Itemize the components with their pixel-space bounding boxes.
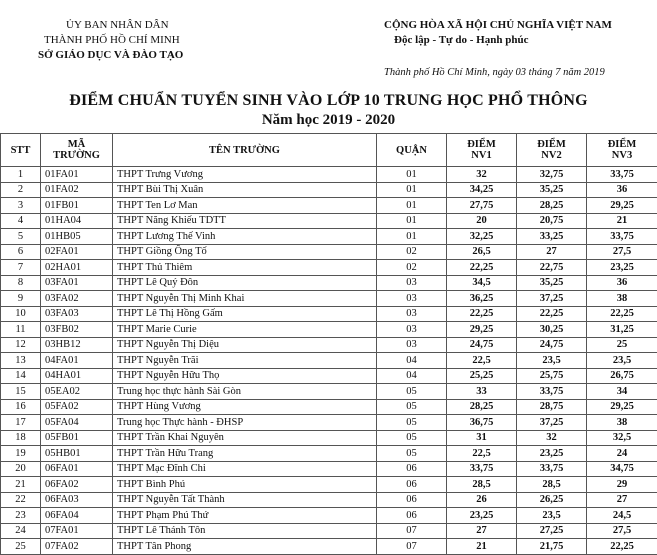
cell-nv1: 26 [447,492,517,508]
cell-quan: 03 [377,275,447,291]
table-row [1,244,657,260]
cell-nv2: 28,25 [517,198,587,214]
cell-ma-truong: 06FA01 [41,461,113,477]
cell-quan: 01 [377,229,447,245]
cell-nv1: 36,75 [447,415,517,431]
table-row [1,539,657,555]
cell-ma-truong: 05FA02 [41,399,113,415]
cell-nv2: 23,5 [517,508,587,524]
cell-ten-truong: THPT Mạc Đĩnh Chi [113,461,377,477]
cell-ten-truong: THPT Trần Khai Nguyên [113,430,377,446]
cell-ten-truong: THPT Hùng Vương [113,399,377,415]
cell-ma-truong: 03HB12 [41,337,113,353]
cell-ten-truong: THPT Lê Thánh Tôn [113,523,377,539]
cell-ma-truong: 03FA01 [41,275,113,291]
cell-stt: 17 [1,415,41,431]
table-row [1,322,657,338]
cell-nv1: 22,5 [447,353,517,369]
cell-stt: 4 [1,213,41,229]
cell-quan: 05 [377,384,447,400]
table-row [1,167,657,183]
table-row [1,399,657,415]
table-row [1,430,657,446]
cell-nv1: 20 [447,213,517,229]
cell-nv3: 33,75 [587,167,657,183]
cell-quan: 05 [377,430,447,446]
cell-ma-truong: 03FA02 [41,291,113,307]
cell-ma-truong: 04FA01 [41,353,113,369]
cell-stt: 10 [1,306,41,322]
table-row [1,353,657,369]
table-row [1,306,657,322]
cell-nv2: 28,5 [517,477,587,493]
cell-ten-truong: THPT Lê Thị Hồng Gấm [113,306,377,322]
cell-stt: 8 [1,275,41,291]
cell-nv2: 35,25 [517,182,587,198]
table-row [1,384,657,400]
cell-ten-truong: THPT Bình Phú [113,477,377,493]
cell-nv3: 34,75 [587,461,657,477]
col-nv1: ĐIỂM NV1 [447,134,517,167]
cell-nv2: 24,75 [517,337,587,353]
cell-ten-truong: THPT Nguyễn Hữu Thọ [113,368,377,384]
cell-stt: 13 [1,353,41,369]
table-row [1,446,657,462]
cell-ten-truong: THPT Nguyễn Thị Diệu [113,337,377,353]
cell-nv3: 33,75 [587,229,657,245]
cell-nv3: 27,5 [587,244,657,260]
cell-nv3: 36 [587,182,657,198]
col-ma-truong: MÃ TRƯỜNG [41,134,113,167]
table-row [1,198,657,214]
cell-quan: 01 [377,182,447,198]
table-row [1,182,657,198]
cell-nv3: 29,25 [587,399,657,415]
cell-quan: 01 [377,213,447,229]
cell-ma-truong: 07FA02 [41,539,113,555]
cell-nv2: 33,25 [517,229,587,245]
cell-ma-truong: 05HB01 [41,446,113,462]
cell-ma-truong: 01FB01 [41,198,113,214]
cell-ma-truong: 02HA01 [41,260,113,276]
cell-quan: 04 [377,353,447,369]
cell-quan: 05 [377,399,447,415]
cell-stt: 20 [1,461,41,477]
cell-nv2: 23,25 [517,446,587,462]
table-header-row [1,134,657,167]
cell-stt: 18 [1,430,41,446]
cell-stt: 11 [1,322,41,338]
cell-nv1: 28,25 [447,399,517,415]
cell-quan: 04 [377,368,447,384]
header-national [384,18,654,80]
table-row [1,523,657,539]
cell-nv3: 23,25 [587,260,657,276]
cell-nv2: 35,25 [517,275,587,291]
cell-ma-truong: 01HB05 [41,229,113,245]
cell-nv3: 29 [587,477,657,493]
cell-nv3: 24 [587,446,657,462]
page-subtitle: Năm học 2019 - 2020 [0,112,657,129]
cell-ma-truong: 01HA04 [41,213,113,229]
cell-nv1: 22,5 [447,446,517,462]
cell-quan: 06 [377,461,447,477]
cell-ten-truong: THPT Marie Curie [113,322,377,338]
cell-ten-truong: THPT Giồng Ông Tố [113,244,377,260]
cell-nv2: 26,25 [517,492,587,508]
cell-nv2: 33,75 [517,461,587,477]
cell-stt: 6 [1,244,41,260]
cell-ten-truong: Trung học thực hành Sài Gòn [113,384,377,400]
cell-ten-truong: THPT Nguyễn Thị Minh Khai [113,291,377,307]
header-authority [38,18,298,63]
cell-nv3: 27 [587,492,657,508]
cell-ten-truong: THPT Tân Phong [113,539,377,555]
cell-nv3: 31,25 [587,322,657,338]
cell-nv3: 22,25 [587,306,657,322]
cell-quan: 02 [377,260,447,276]
cell-nv3: 29,25 [587,198,657,214]
cell-nv3: 38 [587,291,657,307]
cell-nv2: 37,25 [517,291,587,307]
table-row [1,477,657,493]
cell-nv1: 36,25 [447,291,517,307]
cell-nv2: 20,75 [517,213,587,229]
national-title: CỘNG HÒA XÃ HỘI CHỦ NGHĨA VIỆT NAM [384,18,654,33]
col-quan: QUẬN [377,134,447,167]
cell-nv1: 34,5 [447,275,517,291]
table-row [1,291,657,307]
cell-stt: 14 [1,368,41,384]
cell-ten-truong: THPT Nguyễn Trãi [113,353,377,369]
header-line-3: SỞ GIÁO DỤC VÀ ĐÀO TẠO [38,48,298,63]
cell-nv2: 21,75 [517,539,587,555]
table-row [1,275,657,291]
cell-quan: 02 [377,244,447,260]
cell-nv1: 26,5 [447,244,517,260]
cell-ma-truong: 05FB01 [41,430,113,446]
cell-ten-truong: THPT Lê Quý Đôn [113,275,377,291]
cell-stt: 1 [1,167,41,183]
cell-nv3: 32,5 [587,430,657,446]
cell-ma-truong: 06FA02 [41,477,113,493]
cell-ten-truong: THPT Nguyễn Tất Thành [113,492,377,508]
cell-stt: 19 [1,446,41,462]
table-row [1,368,657,384]
cell-quan: 06 [377,508,447,524]
cell-nv1: 32,25 [447,229,517,245]
cell-quan: 01 [377,167,447,183]
table-row [1,337,657,353]
cell-ma-truong: 05FA04 [41,415,113,431]
cell-ma-truong: 06FA04 [41,508,113,524]
cell-stt: 3 [1,198,41,214]
cell-nv2: 22,25 [517,306,587,322]
cell-quan: 03 [377,322,447,338]
cell-nv2: 27,25 [517,523,587,539]
cell-nv3: 38 [587,415,657,431]
cell-ten-truong: THPT Trưng Vương [113,167,377,183]
table-row [1,213,657,229]
cell-nv2: 23,5 [517,353,587,369]
cell-nv2: 25,75 [517,368,587,384]
cell-nv2: 30,25 [517,322,587,338]
table-row [1,508,657,524]
cell-stt: 7 [1,260,41,276]
cell-ma-truong: 01FA01 [41,167,113,183]
table-row [1,229,657,245]
cell-nv2: 37,25 [517,415,587,431]
cell-ten-truong: THPT Thủ Thiêm [113,260,377,276]
col-nv2: ĐIỂM NV2 [517,134,587,167]
cell-quan: 03 [377,291,447,307]
cell-stt: 5 [1,229,41,245]
cell-stt: 21 [1,477,41,493]
cell-nv1: 31 [447,430,517,446]
cell-stt: 22 [1,492,41,508]
cell-nv1: 27,75 [447,198,517,214]
cell-quan: 05 [377,415,447,431]
cell-nv3: 36 [587,275,657,291]
cell-nv2: 32 [517,430,587,446]
cell-nv3: 24,5 [587,508,657,524]
cell-nv3: 21 [587,213,657,229]
cell-nv2: 28,75 [517,399,587,415]
cell-stt: 23 [1,508,41,524]
cell-nv1: 28,5 [447,477,517,493]
cell-nv3: 27,5 [587,523,657,539]
cell-stt: 12 [1,337,41,353]
cell-quan: 05 [377,446,447,462]
document-date: Thành phố Hồ Chí Minh, ngày 03 tháng 7 năm 2019 [384,65,654,80]
cell-nv1: 25,25 [447,368,517,384]
cell-stt: 25 [1,539,41,555]
header-line-1: ỦY BAN NHÂN DÂN [38,18,298,33]
cell-nv1: 22,25 [447,306,517,322]
col-ten-truong: TÊN TRƯỜNG [113,134,377,167]
cell-nv2: 27 [517,244,587,260]
cell-nv3: 34 [587,384,657,400]
col-nv3: ĐIỂM NV3 [587,134,657,167]
cell-ma-truong: 04HA01 [41,368,113,384]
scores-table [0,133,657,555]
cell-nv1: 34,25 [447,182,517,198]
cell-ma-truong: 01FA02 [41,182,113,198]
cell-nv2: 22,75 [517,260,587,276]
table-row [1,260,657,276]
cell-nv1: 27 [447,523,517,539]
header-line-2: THÀNH PHỐ HỒ CHÍ MINH [38,33,298,48]
cell-ten-truong: THPT Năng Khiếu TDTT [113,213,377,229]
cell-stt: 9 [1,291,41,307]
cell-stt: 16 [1,399,41,415]
cell-ten-truong: THPT Phạm Phú Thứ [113,508,377,524]
cell-stt: 24 [1,523,41,539]
page-title: ĐIỂM CHUẨN TUYỂN SINH VÀO LỚP 10 TRUNG HỌC PHỔ THÔNG [0,92,657,110]
table-row [1,415,657,431]
national-motto: Độc lập - Tự do - Hạnh phúc [384,33,654,48]
cell-quan: 03 [377,337,447,353]
cell-quan: 06 [377,477,447,493]
table-row [1,492,657,508]
cell-quan: 07 [377,523,447,539]
cell-ten-truong: THPT Trần Hữu Trang [113,446,377,462]
cell-ten-truong: Trung học Thực hành - ĐHSP [113,415,377,431]
cell-nv1: 24,75 [447,337,517,353]
cell-nv3: 23,5 [587,353,657,369]
cell-nv3: 25 [587,337,657,353]
table-row [1,461,657,477]
cell-ten-truong: THPT Bùi Thị Xuân [113,182,377,198]
cell-quan: 06 [377,492,447,508]
cell-ma-truong: 05EA02 [41,384,113,400]
cell-stt: 15 [1,384,41,400]
cell-ma-truong: 03FA03 [41,306,113,322]
cell-ma-truong: 02FA01 [41,244,113,260]
cell-nv1: 21 [447,539,517,555]
cell-ma-truong: 07FA01 [41,523,113,539]
cell-stt: 2 [1,182,41,198]
cell-nv1: 32 [447,167,517,183]
cell-nv3: 22,25 [587,539,657,555]
cell-nv1: 33 [447,384,517,400]
cell-ma-truong: 03FB02 [41,322,113,338]
cell-quan: 03 [377,306,447,322]
cell-ten-truong: THPT Lương Thế Vinh [113,229,377,245]
cell-nv1: 33,75 [447,461,517,477]
cell-nv1: 22,25 [447,260,517,276]
col-stt: STT [1,134,41,167]
cell-ten-truong: THPT Ten Lơ Man [113,198,377,214]
cell-nv1: 29,25 [447,322,517,338]
cell-nv2: 33,75 [517,384,587,400]
cell-nv2: 32,75 [517,167,587,183]
cell-nv1: 23,25 [447,508,517,524]
cell-quan: 07 [377,539,447,555]
cell-nv3: 26,75 [587,368,657,384]
cell-quan: 01 [377,198,447,214]
cell-ma-truong: 06FA03 [41,492,113,508]
